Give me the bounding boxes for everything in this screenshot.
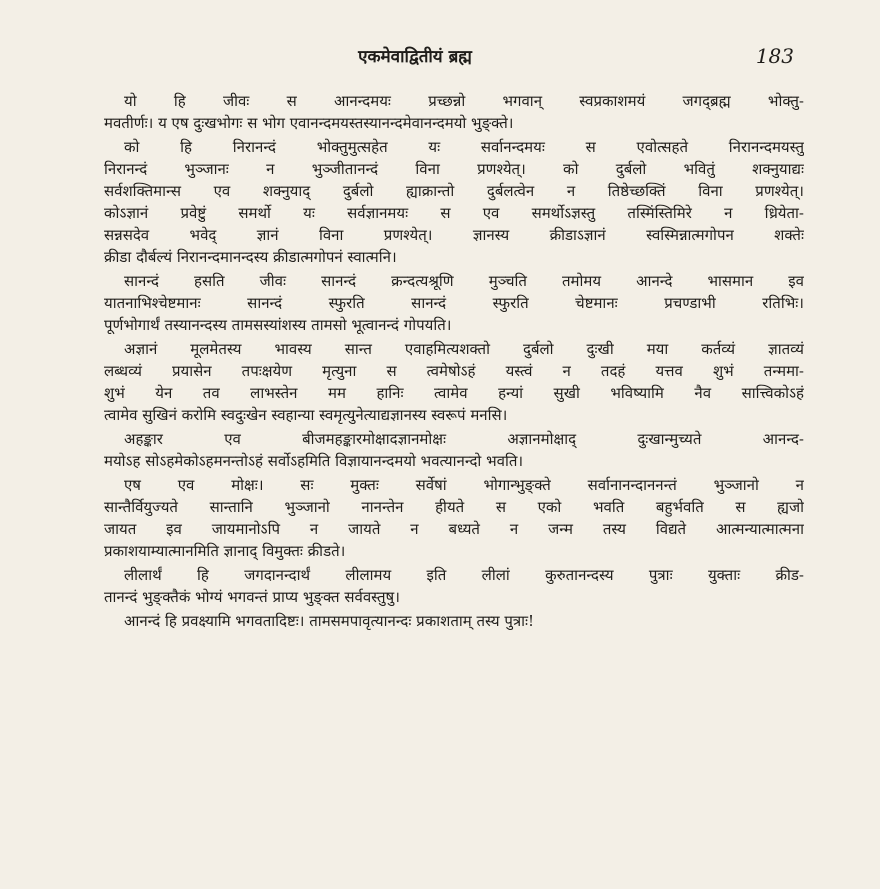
text-line: सानन्दं हसति जीवः सानन्दं क्रन्दत्यश्रूणि मुञ्चति तमोमय आनन्दे भासमान इव (124, 272, 804, 290)
text-line: सर्वशक्तिमान्स एव शक्नुयाद् दुर्बलो ह्याक्रान्तो दुर्बलत्वेन न तिष्ठेच्छक्तिं विना प्रणश्येत्। (104, 182, 804, 200)
text-line: क्रीडा दौर्बल्यं निरानन्दमानन्दस्य क्रीडात्मगोपनं स्वात्मनि। (104, 248, 397, 266)
text-line: सान्तैर्वियुज्यते सान्तानि भुञ्जानो नानन्तेन हीयते स एको भवति बहुर्भवति स ह्यजो (104, 498, 804, 516)
paragraph (104, 474, 804, 562)
text-line: प्रकाशयाम्यात्मानमिति ज्ञानाद् विमुक्तः क्रीडते। (104, 542, 346, 560)
text-line: यातनाभिश्चेष्टमानः सानन्दं स्फुरति सानन्दं स्फुरति चेष्टमानः प्रचण्डाभी रतिभिः। (104, 294, 804, 312)
text-line: लीलार्थं हि जगदानन्दार्थं लीलामय इति लीलां कुरुतानन्दस्य पुत्राः युक्ताः क्रीड- (124, 566, 804, 584)
text-line: त्वामेव सुखिनं करोमि स्वदुःखेन स्वहान्या स्वमृत्युनेत्याद्यज्ञानस्य स्वरूपं मनसि। (104, 406, 508, 424)
text-line: यो हि जीवः स आनन्दमयः प्रच्छन्नो भगवान् स्वप्रकाशमयं जगद्ब्रह्म भोक्तु- (124, 92, 804, 110)
text-line: जायत इव जायमानोऽपि न जायते न बध्यते न जन्म तस्य विद्यते आत्मन्यात्मात्मना (104, 520, 804, 538)
body-text (104, 90, 804, 632)
page-number: 183 (755, 44, 794, 68)
text-line: सन्नसदेव भवेद् ज्ञानं विना प्रणश्येत्। ज्ञानस्य क्रीडाऽज्ञानं स्वस्मिन्नात्मगोपन शक्तेः (104, 226, 804, 244)
paragraph (104, 338, 804, 426)
text-line: मयोऽह सोऽहमेकोऽहमनन्तोऽहं सर्वोऽहमिति विज्ञायानन्दमयो भवत्यानन्दो भवति। (104, 452, 524, 470)
text-line: आनन्दं हि प्रवक्ष्यामि भगवतादिष्टः। तामसमपावृत्यानन्दः प्रकाशताम् तस्य पुत्राः! (124, 612, 535, 630)
paragraph (104, 610, 804, 632)
text-line: लब्धव्यं प्रयासेन तपःक्षयेण मृत्युना स त्वमेषोऽहं यस्त्वं न तदहं यत्तव शुभं तन्ममा- (104, 362, 804, 380)
text-line: निरानन्दं भुञ्जानः न भुञ्जीतानन्दं विना प्रणश्येत्। को दुर्बलो भवितुं शक्नुयाद्यः (104, 160, 804, 178)
paragraph (104, 428, 804, 472)
paragraph (104, 90, 804, 134)
text-line: को हि निरानन्दं भोक्तुमुत्सहेत यः सर्वानन्दमयः स एवोत्सहते निरानन्दमयस्तु (124, 138, 804, 156)
text-line: एष एव मोक्षः। सः मुक्तः सर्वेषां भोगान्भुङ्क्ते सर्वानानन्दाननन्तं भुञ्जानो न (124, 476, 804, 494)
page-header (0, 44, 880, 74)
text-line: पूर्णभोगार्थं तस्यानन्दस्य तामसस्यांशस्य तामसो भूत्वानन्दं गोपयति। (104, 316, 452, 334)
text-line: मवतीर्णः। य एष दुःखभोगः स भोग एवानन्दमयस्तस्यानन्दमेवानन्दमयो भुङ्क्ते। (104, 114, 514, 132)
text-line: अहङ्कार एव बीजमहङ्कारमोक्षादज्ञानमोक्षः अज्ञानमोक्षाद् दुःखान्मुच्यते आनन्द- (124, 430, 804, 448)
running-title: एकमेवाद्वितीयं ब्रह्म (358, 47, 472, 67)
paragraph (104, 270, 804, 336)
text-line: कोऽज्ञानं प्रवेष्टुं समर्थो यः सर्वज्ञानमयः स एव समर्थोऽज्ञस्तु तस्मिंस्तिमिरे न ध्रियेता- (104, 204, 804, 222)
text-line: अज्ञानं मूलमेतस्य भावस्य सान्त एवाहमित्यशक्तो दुर्बलो दुःखी मया कर्तव्यं ज्ञातव्यं (124, 340, 804, 358)
text-line: तानन्दं भुङ्क्तैकं भोग्यं भगवन्तं प्राप्य भुङ्क्त सर्ववस्तुषु। (104, 588, 400, 606)
paragraph (104, 564, 804, 608)
text-line: शुभं येन तव लाभस्तेन मम हानिः त्वामेव हन्यां सुखी भविष्यामि नैव सात्त्विकोऽहं (104, 384, 804, 402)
paragraph (104, 136, 804, 268)
